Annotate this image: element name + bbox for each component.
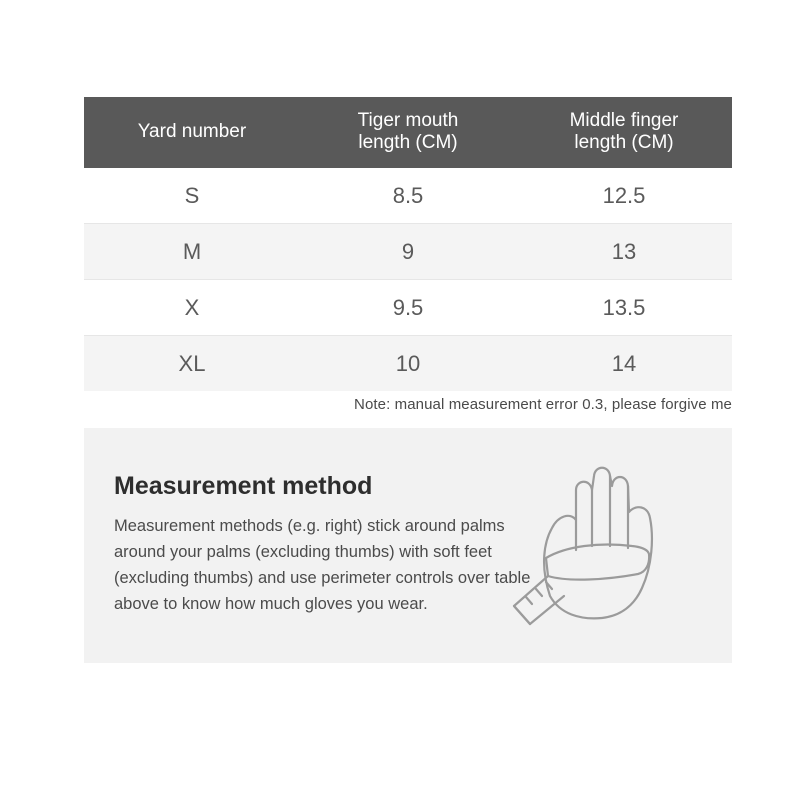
cell-middle-finger-length: 14 [516, 336, 732, 392]
cell-yard-number: M [84, 224, 300, 280]
column-header-tiger-mouth-length: Tiger mouth length (CM) [300, 97, 516, 168]
measurement-method-title: Measurement method [114, 472, 373, 500]
measurement-method-description: Measurement methods (e.g. right) stick around palms around your palms (excluding thumbs) with soft feet (excluding thumbs) and use perimeter controls over table above to know how much gloves you wear. [114, 517, 531, 613]
column-header-yard-number: Yard number [84, 97, 300, 168]
cell-yard-number: S [84, 168, 300, 224]
size-table-body [84, 168, 732, 391]
table-row [84, 336, 732, 392]
size-table [84, 97, 732, 391]
hand-with-measuring-tape-icon [492, 446, 712, 656]
measurement-error-note: Note: manual measurement error 0.3, please forgive me [354, 396, 732, 413]
table-row [84, 224, 732, 280]
cell-tiger-mouth-length: 9 [300, 224, 516, 280]
table-row [84, 280, 732, 336]
size-table-header [84, 97, 732, 168]
cell-tiger-mouth-length: 8.5 [300, 168, 516, 224]
table-row [84, 168, 732, 224]
cell-yard-number: XL [84, 336, 300, 392]
cell-middle-finger-length: 13 [516, 224, 732, 280]
measurement-method-panel [84, 428, 732, 663]
column-header-middle-finger-length: Middle finger length (CM) [516, 97, 732, 168]
cell-middle-finger-length: 13.5 [516, 280, 732, 336]
cell-tiger-mouth-length: 9.5 [300, 280, 516, 336]
cell-tiger-mouth-length: 10 [300, 336, 516, 392]
cell-middle-finger-length: 12.5 [516, 168, 732, 224]
table-header-row [84, 97, 732, 168]
cell-yard-number: X [84, 280, 300, 336]
